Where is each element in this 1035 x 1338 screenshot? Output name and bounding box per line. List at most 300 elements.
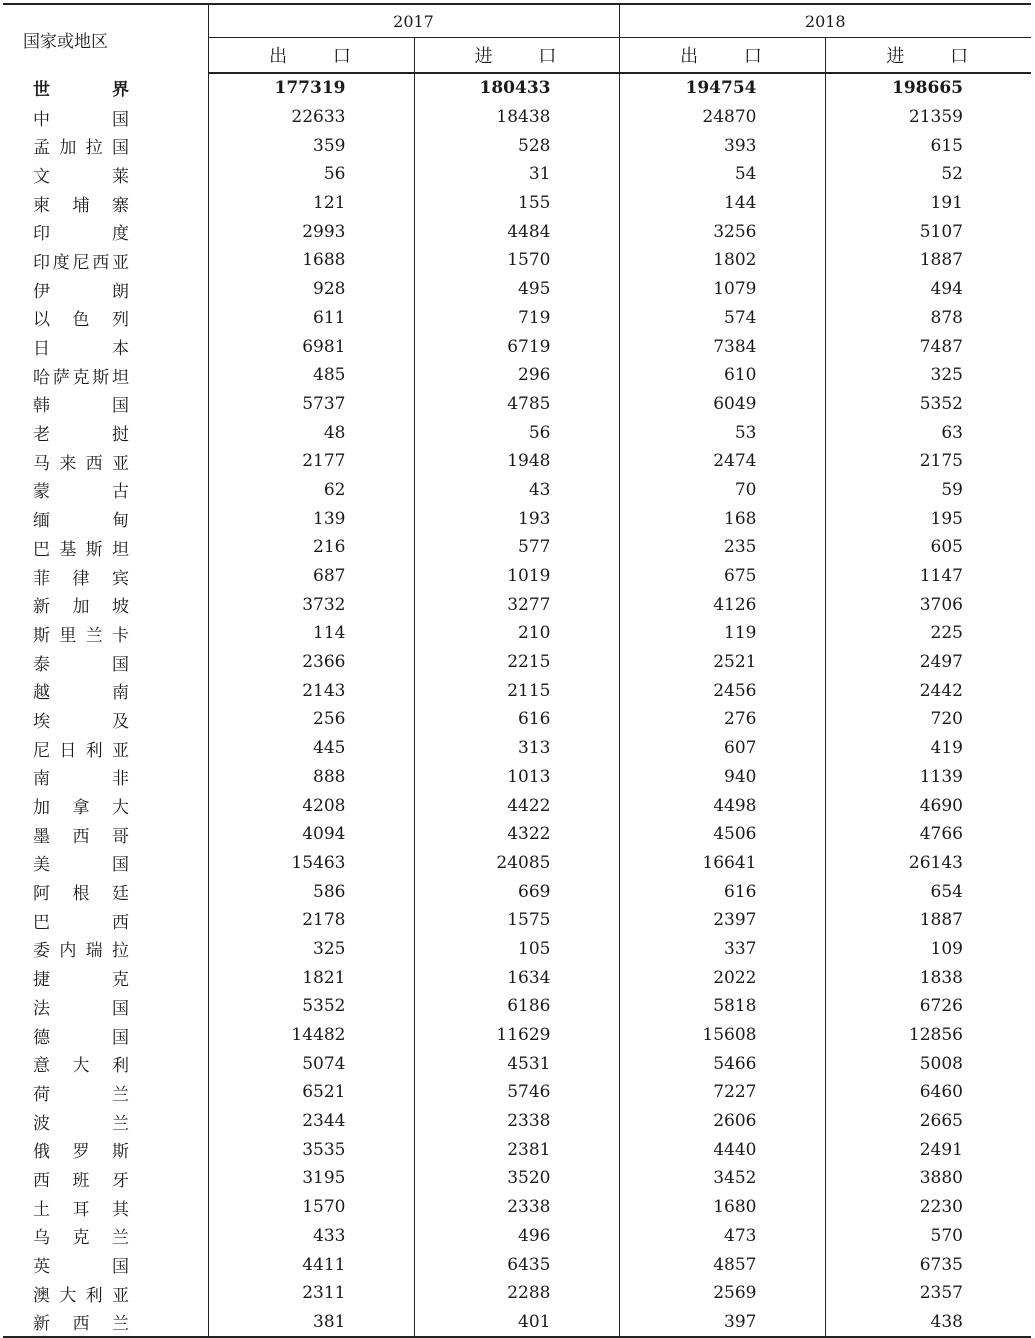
export-2018-cell: 6049 [619,390,825,419]
country-name: 尼日利亚 [33,740,129,761]
country-cell [3,390,208,419]
export-2017-cell: 381 [208,1308,414,1338]
country-cell [3,992,208,1021]
table-row [3,935,1031,964]
import-2018-cell: 2665 [825,1107,1031,1136]
country-name: 文 莱 [33,166,129,187]
import-2018-cell: 438 [825,1308,1031,1338]
import-2017-cell: 4484 [414,217,619,246]
import-2017-cell: 401 [414,1308,619,1338]
import-2017-cell: 1575 [414,906,619,935]
import-2017-cell: 495 [414,275,619,304]
export-header: 出 口 [208,38,414,74]
import-2018-cell: 720 [825,705,1031,734]
table-row [3,1308,1031,1338]
country-cell [3,476,208,505]
table-header [3,4,1031,73]
table-row [3,390,1031,419]
import-2017-cell: 4422 [414,791,619,820]
export-2017-cell: 256 [208,705,414,734]
import-2018-cell: 4766 [825,820,1031,849]
import-2018-cell: 2230 [825,1193,1031,1222]
year-header-2017: 2017 [208,4,619,38]
import-2017-cell: 1570 [414,246,619,275]
import-2017-cell: 105 [414,935,619,964]
import-2018-cell: 419 [825,734,1031,763]
import-2017-cell: 616 [414,705,619,734]
export-2018-cell: 144 [619,189,825,218]
export-2017-cell: 15463 [208,849,414,878]
country-name: 加拿大 [33,798,129,819]
export-2018-cell: 119 [619,619,825,648]
export-2017-cell: 1821 [208,963,414,992]
export-2017-cell: 325 [208,935,414,964]
export-2018-cell: 1079 [619,275,825,304]
table-row [3,131,1031,160]
country-name: 澳大利亚 [33,1285,129,1306]
import-2017-cell: 4785 [414,390,619,419]
import-2017-cell: 43 [414,476,619,505]
import-2018-cell: 3880 [825,1164,1031,1193]
table-row [3,1193,1031,1222]
country-name: 哈萨克斯坦 [33,367,129,388]
table-row [3,1279,1031,1308]
country-cell [3,648,208,677]
import-2017-cell: 2288 [414,1279,619,1308]
country-name: 巴基斯坦 [33,539,129,560]
export-2018-cell: 574 [619,304,825,333]
country-name: 德 国 [33,1027,129,1048]
table-row [3,1135,1031,1164]
export-2018-cell: 3256 [619,217,825,246]
country-cell [3,160,208,189]
import-2017-cell: 6719 [414,332,619,361]
country-name: 蒙 古 [33,482,129,503]
import-2018-cell: 2442 [825,676,1031,705]
export-2017-cell: 3535 [208,1135,414,1164]
export-2018-cell: 940 [619,763,825,792]
export-2018-cell: 2606 [619,1107,825,1136]
import-2018-cell: 570 [825,1222,1031,1251]
export-2017-cell: 4094 [208,820,414,849]
country-name: 缅 甸 [33,511,129,532]
country-name: 韩 国 [33,396,129,417]
export-2018-cell: 54 [619,160,825,189]
import-2018-cell: 2175 [825,447,1031,476]
export-2017-cell: 888 [208,763,414,792]
export-2017-cell: 485 [208,361,414,390]
import-2018-cell: 195 [825,504,1031,533]
table-row [3,791,1031,820]
table-row [3,361,1031,390]
import-2017-cell: 1019 [414,562,619,591]
import-2018-cell: 4690 [825,791,1031,820]
import-2017-cell: 1013 [414,763,619,792]
country-cell [3,332,208,361]
export-2017-cell: 5352 [208,992,414,1021]
country-name: 伊 朗 [33,281,129,302]
table-row [3,73,1031,103]
country-cell [3,275,208,304]
export-2017-cell: 1570 [208,1193,414,1222]
export-2017-cell: 62 [208,476,414,505]
table-row [3,246,1031,275]
import-2018-cell: 7487 [825,332,1031,361]
export-2017-cell: 2178 [208,906,414,935]
import-2017-cell: 5746 [414,1078,619,1107]
import-2017-cell: 180433 [414,73,619,103]
country-name: 捷 克 [33,970,129,991]
country-name: 乌克兰 [33,1228,129,1249]
country-cell [3,963,208,992]
table-row [3,963,1031,992]
country-name: 俄罗斯 [33,1142,129,1163]
import-2018-cell: 59 [825,476,1031,505]
table-row [3,447,1031,476]
import-2017-cell: 1634 [414,963,619,992]
export-2017-cell: 445 [208,734,414,763]
import-2017-cell: 56 [414,418,619,447]
country-cell [3,877,208,906]
export-2017-cell: 586 [208,877,414,906]
export-2018-cell: 15608 [619,1021,825,1050]
country-name: 阿根廷 [33,884,129,905]
table-row [3,763,1031,792]
import-2018-cell: 615 [825,131,1031,160]
table-row [3,992,1031,1021]
export-2017-cell: 433 [208,1222,414,1251]
export-2017-cell: 928 [208,275,414,304]
export-2017-cell: 687 [208,562,414,591]
country-cell [3,73,208,103]
country-name: 新西兰 [33,1314,129,1335]
export-2017-cell: 14482 [208,1021,414,1050]
export-2017-cell: 1688 [208,246,414,275]
table-row [3,217,1031,246]
country-name: 日 本 [33,339,129,360]
export-2018-cell: 2569 [619,1279,825,1308]
import-2018-cell: 12856 [825,1021,1031,1050]
corner-header: 国家或地区 [23,32,108,52]
table-row [3,1021,1031,1050]
export-2018-cell: 7384 [619,332,825,361]
country-cell [3,217,208,246]
import-2018-cell: 63 [825,418,1031,447]
table-row [3,849,1031,878]
table-row [3,1164,1031,1193]
country-cell [3,418,208,447]
country-name: 委内瑞拉 [33,941,129,962]
import-2017-cell: 528 [414,131,619,160]
export-2018-cell: 7227 [619,1078,825,1107]
import-2017-cell: 1948 [414,447,619,476]
export-2017-cell: 139 [208,504,414,533]
export-2018-cell: 2456 [619,676,825,705]
table-row [3,562,1031,591]
table-row [3,476,1031,505]
import-2017-cell: 313 [414,734,619,763]
export-2018-cell: 235 [619,533,825,562]
country-name: 世 界 [33,80,129,101]
country-cell [3,1049,208,1078]
import-2018-cell: 2497 [825,648,1031,677]
export-2017-cell: 121 [208,189,414,218]
export-2018-cell: 70 [619,476,825,505]
export-2018-cell: 1680 [619,1193,825,1222]
country-name: 印 度 [33,224,129,245]
import-2018-cell: 1887 [825,246,1031,275]
table-row [3,619,1031,648]
export-2018-cell: 393 [619,131,825,160]
import-2018-cell: 325 [825,361,1031,390]
country-name: 柬埔寨 [33,195,129,216]
export-2018-cell: 675 [619,562,825,591]
import-2017-cell: 193 [414,504,619,533]
country-name: 马来西亚 [33,453,129,474]
import-2017-cell: 296 [414,361,619,390]
country-cell [3,676,208,705]
country-cell [3,1107,208,1136]
import-2017-cell: 6435 [414,1250,619,1279]
export-2018-cell: 473 [619,1222,825,1251]
country-cell [3,763,208,792]
table-body [3,73,1031,1337]
country-cell [3,1308,208,1338]
country-name: 菲律宾 [33,568,129,589]
country-name: 墨西哥 [33,826,129,847]
import-2018-cell: 1887 [825,906,1031,935]
export-2018-cell: 5466 [619,1049,825,1078]
export-2017-cell: 114 [208,619,414,648]
table-row [3,1222,1031,1251]
export-2017-cell: 2311 [208,1279,414,1308]
country-cell [3,791,208,820]
country-name: 英 国 [33,1257,129,1278]
import-2017-cell: 6186 [414,992,619,1021]
export-2017-cell: 4208 [208,791,414,820]
table-row [3,676,1031,705]
export-2017-cell: 2143 [208,676,414,705]
import-2018-cell: 198665 [825,73,1031,103]
country-name: 孟加拉国 [33,138,129,159]
country-cell [3,1250,208,1279]
export-2017-cell: 56 [208,160,414,189]
country-cell [3,935,208,964]
country-cell [3,1078,208,1107]
import-2018-cell: 2491 [825,1135,1031,1164]
country-name: 巴 西 [33,912,129,933]
import-2018-cell: 191 [825,189,1031,218]
country-cell [3,533,208,562]
import-2017-cell: 719 [414,304,619,333]
country-cell [3,1222,208,1251]
import-2017-cell: 496 [414,1222,619,1251]
table-row [3,590,1031,619]
export-2018-cell: 607 [619,734,825,763]
import-2018-cell: 5352 [825,390,1031,419]
import-2017-cell: 24085 [414,849,619,878]
import-2017-cell: 3520 [414,1164,619,1193]
country-name: 以色列 [33,310,129,331]
export-2018-cell: 397 [619,1308,825,1338]
country-name: 西班牙 [33,1170,129,1191]
country-cell [3,1164,208,1193]
export-2018-cell: 4506 [619,820,825,849]
import-2017-cell: 210 [414,619,619,648]
country-name: 中 国 [33,109,129,130]
country-name: 南 非 [33,769,129,790]
import-2017-cell: 2338 [414,1107,619,1136]
country-cell [3,103,208,132]
export-2018-cell: 4857 [619,1250,825,1279]
country-cell [3,189,208,218]
import-2017-cell: 18438 [414,103,619,132]
export-2018-cell: 2521 [619,648,825,677]
trade-table [3,3,1031,1338]
import-2017-cell: 2338 [414,1193,619,1222]
export-2018-cell: 4126 [619,590,825,619]
import-2017-cell: 11629 [414,1021,619,1050]
import-2018-cell: 26143 [825,849,1031,878]
table-row [3,820,1031,849]
export-2018-cell: 4498 [619,791,825,820]
export-2017-cell: 3732 [208,590,414,619]
import-2018-cell: 6735 [825,1250,1031,1279]
country-cell [3,619,208,648]
country-name: 新加坡 [33,597,129,618]
export-2017-cell: 359 [208,131,414,160]
export-2018-cell: 24870 [619,103,825,132]
import-2017-cell: 31 [414,160,619,189]
country-cell [3,361,208,390]
country-cell [3,734,208,763]
country-cell [3,1279,208,1308]
export-2017-cell: 48 [208,418,414,447]
export-2018-cell: 1802 [619,246,825,275]
table-row [3,877,1031,906]
country-cell [3,304,208,333]
export-2017-cell: 2177 [208,447,414,476]
table-row [3,705,1031,734]
export-2017-cell: 6521 [208,1078,414,1107]
table-row [3,275,1031,304]
import-2018-cell: 5107 [825,217,1031,246]
import-2017-cell: 4322 [414,820,619,849]
import-2018-cell: 878 [825,304,1031,333]
import-header: 进 口 [414,38,619,74]
country-cell [3,906,208,935]
table-row [3,1049,1031,1078]
table-row [3,332,1031,361]
export-2017-cell: 3195 [208,1164,414,1193]
export-2018-cell: 616 [619,877,825,906]
export-2017-cell: 22633 [208,103,414,132]
country-cell [3,1193,208,1222]
import-2018-cell: 1838 [825,963,1031,992]
export-2017-cell: 4411 [208,1250,414,1279]
import-2017-cell: 669 [414,877,619,906]
export-2018-cell: 276 [619,705,825,734]
year-header-2018: 2018 [619,4,1031,38]
country-name: 法 国 [33,998,129,1019]
table-row [3,304,1031,333]
import-2018-cell: 494 [825,275,1031,304]
export-2018-cell: 53 [619,418,825,447]
table-row [3,189,1031,218]
table-row [3,160,1031,189]
export-2017-cell: 2993 [208,217,414,246]
import-2018-cell: 109 [825,935,1031,964]
export-2018-cell: 5818 [619,992,825,1021]
import-2017-cell: 3277 [414,590,619,619]
table-row [3,1250,1031,1279]
country-cell [3,562,208,591]
table-row [3,1107,1031,1136]
country-name: 斯里兰卡 [33,625,129,646]
country-cell [3,447,208,476]
export-2018-cell: 2474 [619,447,825,476]
country-cell [3,590,208,619]
country-name: 越 南 [33,683,129,704]
import-2018-cell: 225 [825,619,1031,648]
import-2017-cell: 2115 [414,676,619,705]
export-2018-cell: 194754 [619,73,825,103]
export-2018-cell: 610 [619,361,825,390]
export-2018-cell: 2397 [619,906,825,935]
country-name: 荷 兰 [33,1084,129,1105]
country-name: 美 国 [33,855,129,876]
export-2018-cell: 2022 [619,963,825,992]
export-header: 出 口 [619,38,825,74]
table-row [3,103,1031,132]
country-name: 土耳其 [33,1199,129,1220]
import-2018-cell: 654 [825,877,1031,906]
import-2018-cell: 1139 [825,763,1031,792]
country-name: 波 兰 [33,1113,129,1134]
table-row [3,418,1031,447]
table-row [3,533,1031,562]
country-cell [3,820,208,849]
country-cell [3,504,208,533]
import-2017-cell: 577 [414,533,619,562]
import-2018-cell: 5008 [825,1049,1031,1078]
import-2018-cell: 6726 [825,992,1031,1021]
import-2018-cell: 52 [825,160,1031,189]
import-2017-cell: 4531 [414,1049,619,1078]
import-2017-cell: 2381 [414,1135,619,1164]
table-row [3,1078,1031,1107]
table-row [3,648,1031,677]
import-2018-cell: 3706 [825,590,1031,619]
country-cell [3,1135,208,1164]
export-2018-cell: 4440 [619,1135,825,1164]
import-2018-cell: 2357 [825,1279,1031,1308]
country-cell [3,131,208,160]
country-name: 泰 国 [33,654,129,675]
export-2018-cell: 168 [619,504,825,533]
table-row [3,734,1031,763]
country-cell [3,1021,208,1050]
country-name: 埃 及 [33,711,129,732]
country-cell [3,849,208,878]
import-2017-cell: 155 [414,189,619,218]
country-name: 印度尼西亚 [33,252,129,273]
export-2018-cell: 16641 [619,849,825,878]
table-row [3,504,1031,533]
export-2017-cell: 6981 [208,332,414,361]
export-2017-cell: 177319 [208,73,414,103]
import-2018-cell: 605 [825,533,1031,562]
